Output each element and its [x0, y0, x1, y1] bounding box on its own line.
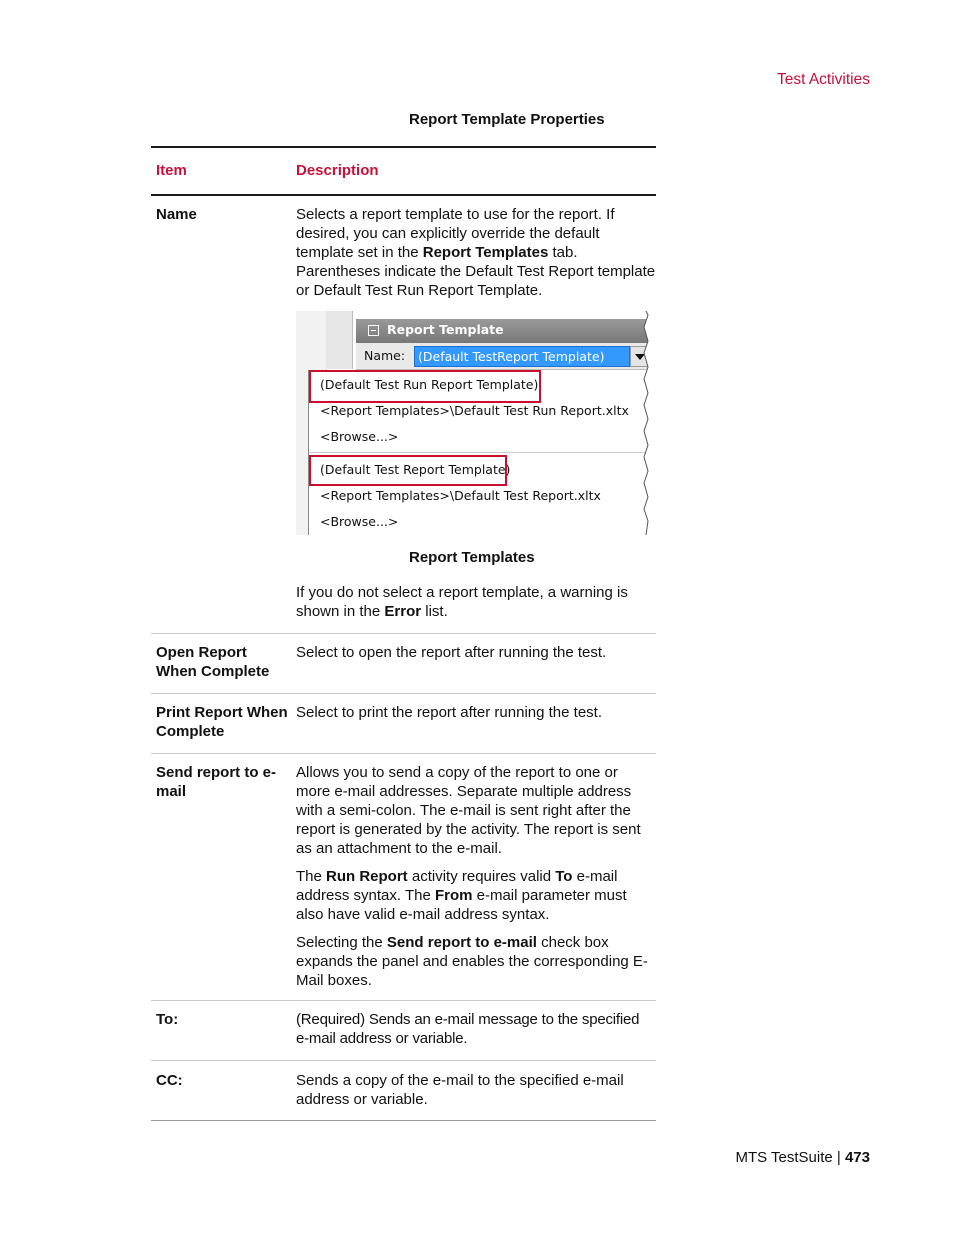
- footer-separator: |: [832, 1149, 845, 1166]
- torn-edge: [642, 311, 650, 535]
- page-footer: [735, 1149, 870, 1166]
- row-item-print-report: Print Report When Complete: [156, 704, 288, 740]
- row-divider: [151, 1000, 656, 1001]
- list-separator: [309, 452, 649, 453]
- collapse-icon[interactable]: [368, 325, 379, 336]
- row-divider: [151, 1060, 656, 1061]
- row-desc-name: Selects a report template to use for the report. If desired, you can explicitly override the default template set in the Report Templates tab. Parentheses indicate the Default Test Report template or Default Test Run Report Template.: [296, 206, 656, 299]
- row-divider: [151, 633, 656, 634]
- footer-product: MTS TestSuite: [735, 1149, 833, 1166]
- row-desc-name-warning: If you do not select a report template, a warning is shown in the Error list.: [296, 584, 628, 620]
- report-template-panel-header[interactable]: [356, 319, 650, 343]
- option-browse[interactable]: <Browse...>: [320, 429, 399, 444]
- table-bottom-rule: [151, 1120, 656, 1121]
- template-dropdown-list: [308, 370, 649, 535]
- row-divider: [151, 693, 656, 694]
- figure-caption: Report Templates: [409, 549, 535, 566]
- name-dropdown-value[interactable]: (Default TestReport Template): [414, 346, 630, 367]
- row-desc-to: (Required) Sends an e-mail message to the specified e-mail address or variable.: [296, 1011, 640, 1047]
- row-item-open-report: Open Report When Complete: [156, 644, 270, 680]
- row-desc-send-report: Allows you to send a copy of the report to one or more e-mail addresses. Separate multiple address with a semi-colon. The e-mail is sent right after the report is generated by the activity. The report is sent as an attachment to the e-mail. The Run Report activity requires valid To e-mail address syntax. The From e-mail parameter must also have valid e-mail address syntax. Selecting the Send report to e-mail check box expands the panel and enables the corresponding E-Mail boxes.: [296, 764, 648, 989]
- table-top-rule: [151, 146, 656, 148]
- row-item-send-report: Send report to e-mail: [156, 764, 277, 800]
- panel-left-strip-inner: [326, 311, 353, 369]
- row-desc-print-report: Select to print the report after running the test.: [296, 704, 603, 721]
- header-bottom-rule: [151, 194, 656, 196]
- row-item-to: To:: [156, 1011, 179, 1028]
- row-divider: [151, 753, 656, 754]
- table-title: Report Template Properties: [409, 111, 605, 128]
- column-header-item: Item: [156, 162, 187, 179]
- panel-title: Report Template: [387, 322, 504, 337]
- option-default-test-report-template[interactable]: (Default Test Report Template): [320, 462, 511, 477]
- highlight-box: [309, 370, 541, 403]
- report-templates-screenshot: [296, 311, 650, 535]
- row-desc-open-report: Select to open the report after running the test.: [296, 644, 607, 661]
- row-desc-cc: Sends a copy of the e-mail to the specified e-mail address or variable.: [296, 1072, 624, 1108]
- option-test-report-xltx[interactable]: <Report Templates>\Default Test Report.xltx: [320, 488, 601, 503]
- highlight-box: [309, 455, 507, 486]
- page-number: 473: [844, 1149, 870, 1166]
- option-browse[interactable]: <Browse...>: [320, 514, 399, 529]
- row-item-name: Name: [156, 206, 197, 223]
- row-item-cc: CC:: [156, 1072, 183, 1089]
- column-header-description: Description: [296, 162, 379, 179]
- name-label: Name:: [364, 348, 406, 363]
- option-test-run-report-xltx[interactable]: <Report Templates>\Default Test Run Report.xltx: [320, 403, 629, 418]
- name-row: [356, 343, 650, 370]
- option-default-test-run-template[interactable]: (Default Test Run Report Template): [320, 377, 539, 392]
- section-header-link[interactable]: Test Activities: [776, 71, 870, 88]
